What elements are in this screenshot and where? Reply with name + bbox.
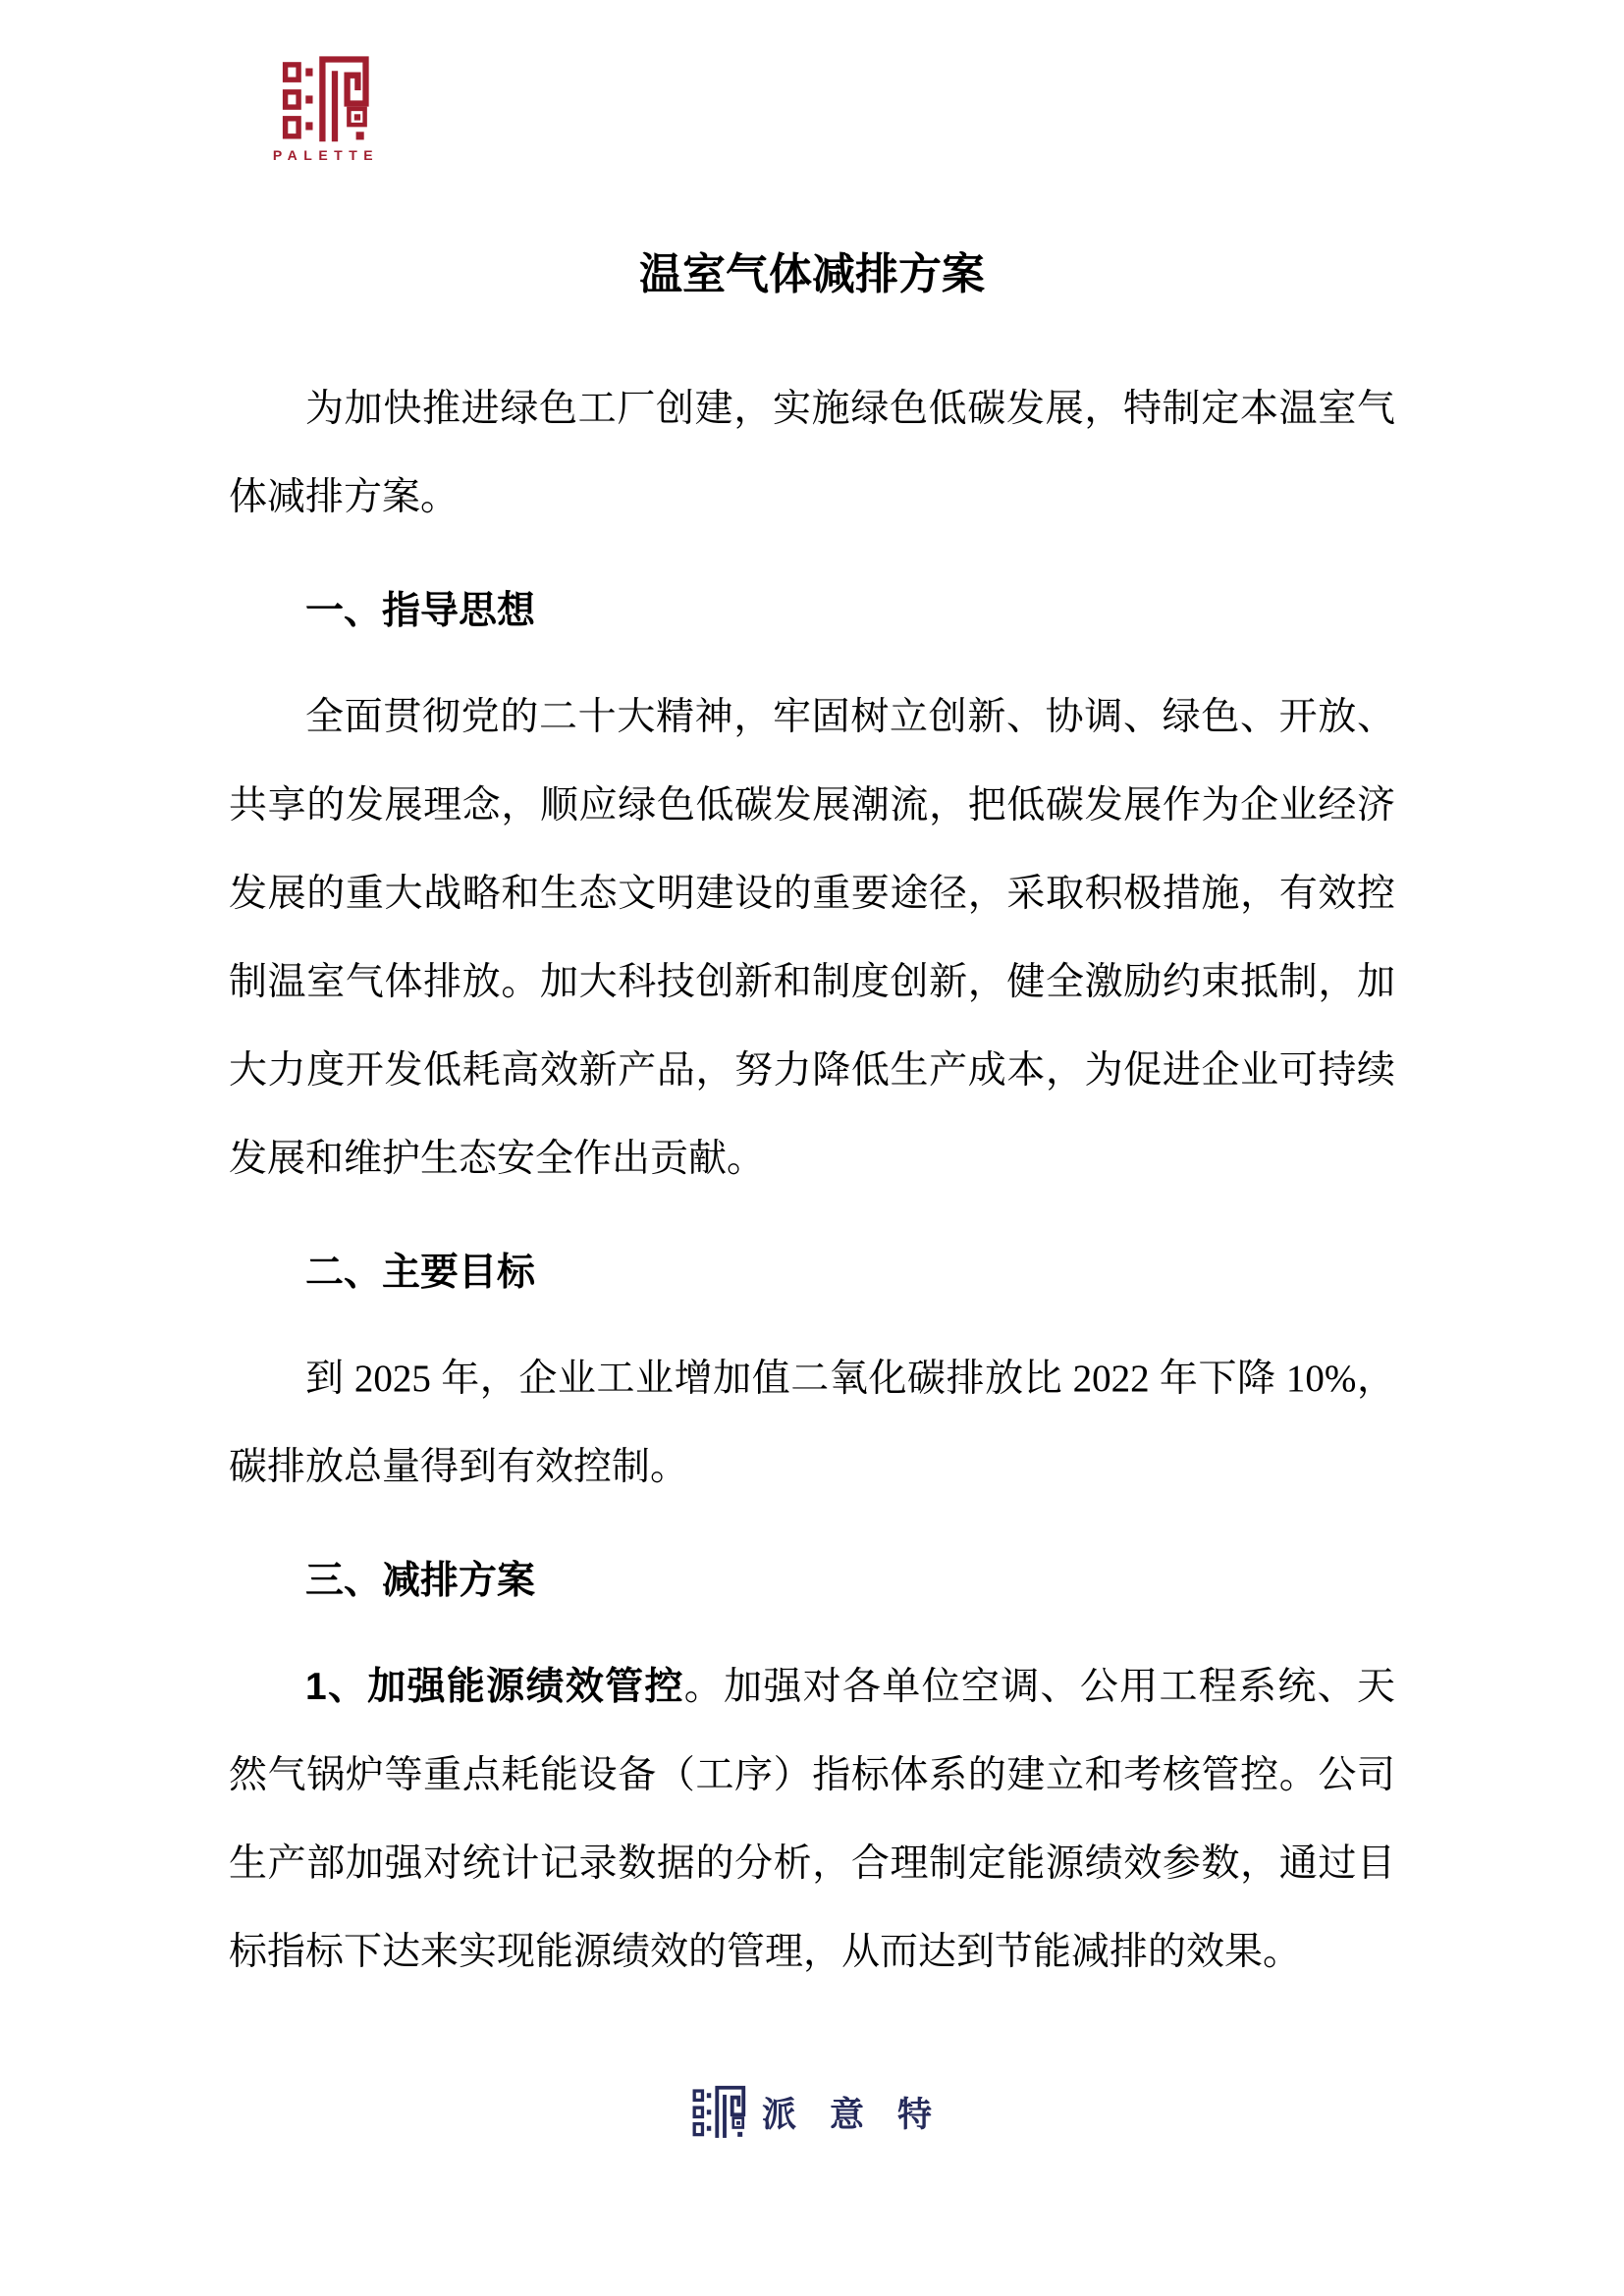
footer-brand: [0, 2085, 1624, 2139]
intro-paragraph: 为加快推进绿色工厂创建，实施绿色低碳发展，特制定本温室气体减排方案。: [229, 388, 1395, 518]
document-title: 温室气体减排方案: [639, 250, 985, 298]
paiyite-logo-icon: [692, 2085, 746, 2139]
palette-logo-icon: [280, 55, 372, 143]
plan-item-1: [229, 1643, 1395, 1997]
section-paragraph-main-goals: 到 2025 年，企业工业增加值二氧化碳排放比 2022 年下降 10%，碳排放总量得到有效控制。: [229, 1358, 1395, 1488]
footer-wordmark: 派意特: [761, 2095, 965, 2134]
document-body: [229, 245, 1395, 1997]
section-paragraph-guiding-ideology: 全面贯彻党的二十大精神，牢固树立创新、协调、绿色、开放、共享的发展理念，顺应绿色低碳发展潮流，把低碳发展作为企业经济发展的重大战略和生态文明建设的重要途径，采取积极措施，有效控制温室气体排放。加大科技创新和制度创新，健全激励约束抵制，加大力度开发低耗高效新产品，努力降低生产成本，为促进企业可持续发展和维护生态安全作出贡献。: [229, 696, 1395, 1180]
brand-wordmark: PALETTE: [272, 147, 380, 163]
plan-item-1-body: 。加强对各单位空调、公用工程系统、天然气锅炉等重点耗能设备（工序）指标体系的建立和考核管控。公司生产部加强对统计记录数据的分析，合理制定能源绩效参数，通过目标指标下达来实现能源绩效的管理，从而达到节能减排的效果。: [229, 1666, 1395, 1973]
plan-item-1-lead: 1、加强能源绩效管控: [305, 1666, 684, 1708]
brand-header: [271, 55, 381, 163]
section-heading-reduction-plan: 三、减排方案: [305, 1560, 536, 1602]
section-heading-guiding-ideology: 一、指导思想: [305, 590, 536, 632]
section-heading-main-goals: 二、主要目标: [305, 1252, 536, 1294]
